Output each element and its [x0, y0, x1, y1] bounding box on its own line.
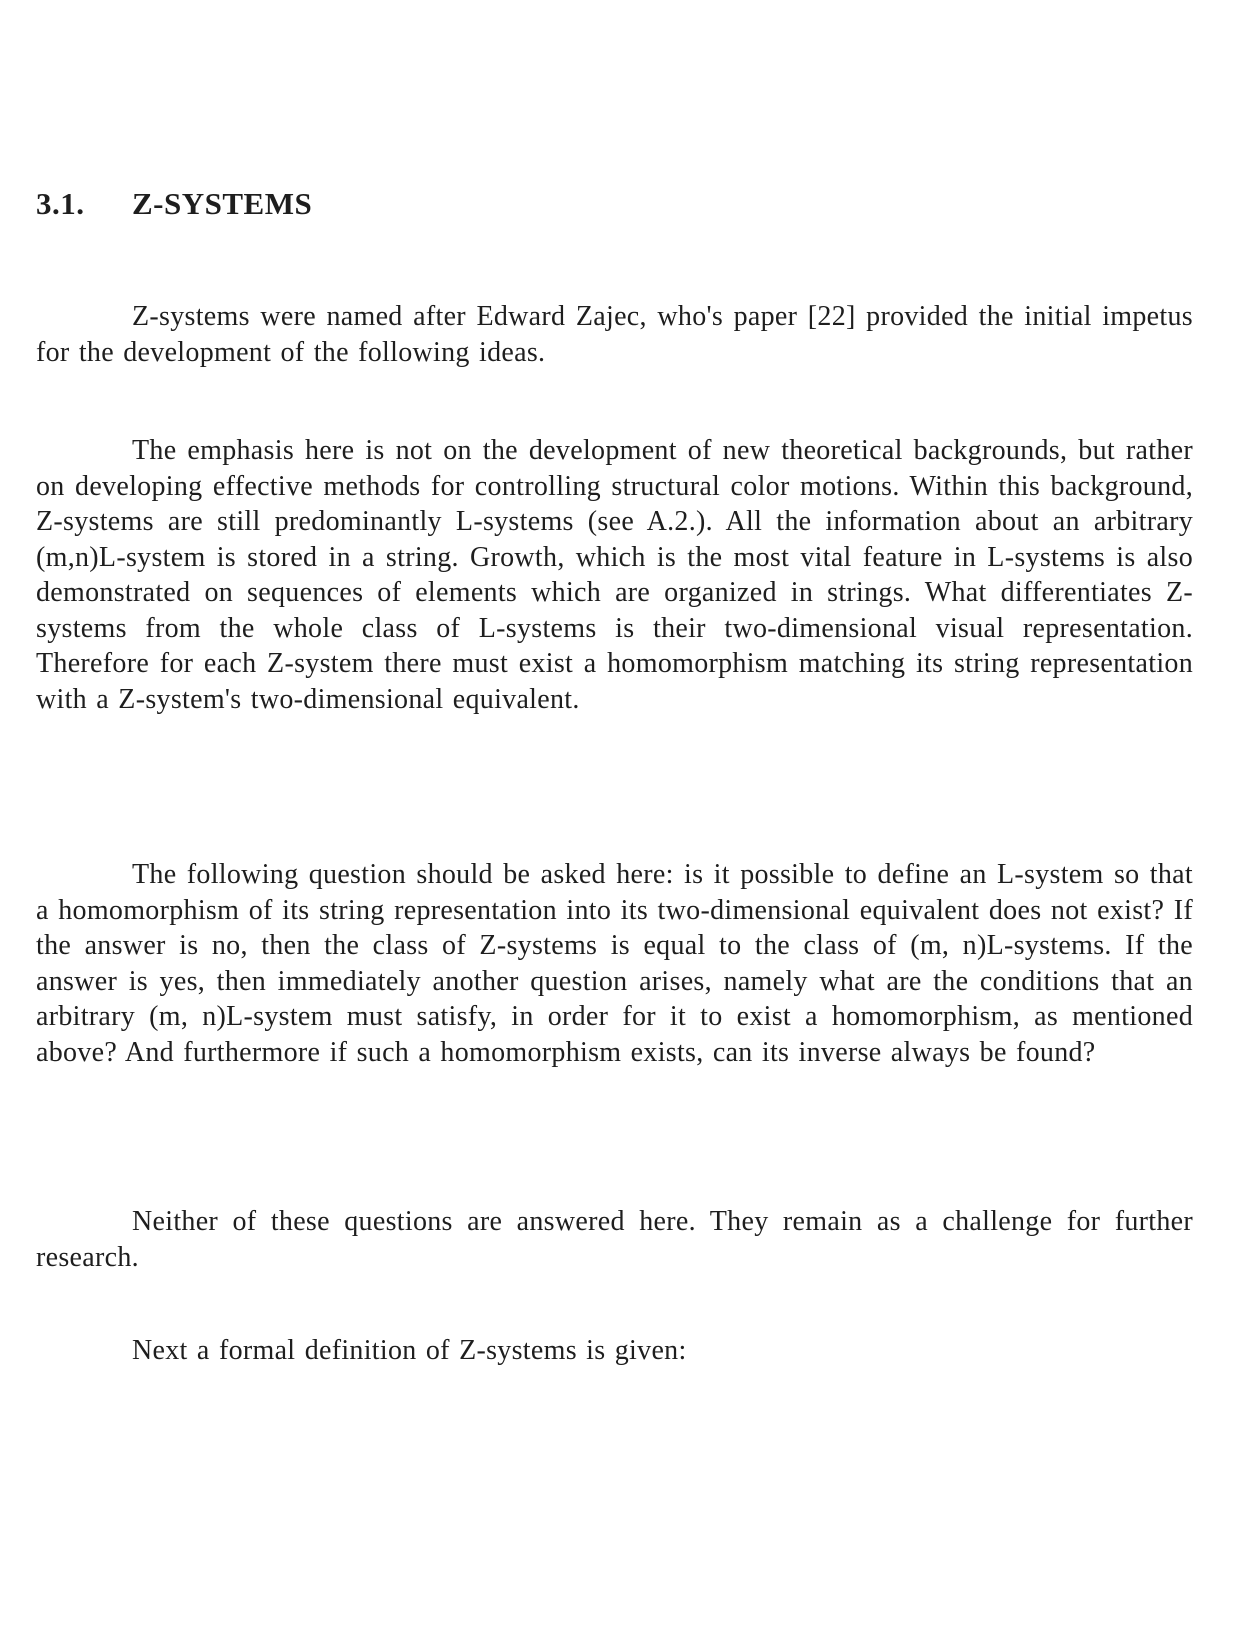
paragraph-emphasis: The emphasis here is not on the development of new theoretical backgrounds, but rather on developing effective methods for controlling structural color motions. Within this background, Z-systems are still predominantly L-systems (see A.2.). All the information about an arbitrary (m,n)L-system is stored in a string. Growth, which is the most vital feature in L-systems is also demonstrated on sequences of elements which are organized in strings. What differentiates Z-systems from the whole class of L-systems is their two-dimensional visual representation. Therefore for each Z-system there must exist a homomorphism matching its string representation with a Z-system's two-dimensional equivalent. [36, 435, 1193, 715]
paragraph-definition-lead: Next a formal definition of Z-systems is given: [132, 1335, 687, 1366]
section-title: Z-SYSTEMS [132, 186, 313, 221]
paragraph-unanswered: Neither of these questions are answered here. They remain as a challenge for further research. [36, 1206, 1193, 1273]
paragraph-intro: Z-systems were named after Edward Zajec, who's paper [22] provided the initial impetus for the development of the following ideas. [36, 301, 1193, 368]
paragraph-question: The following question should be asked here: is it possible to define an L-system so that a homomorphism of its string representation into its two-dimensional equivalent does not exist? If the answer is no, then the class of Z-systems is equal to the class of (m, n)L-systems. If the answer is yes, then immediately another question arises, namely what are the conditions that an arbitrary (m, n)L-system must satisfy, in order for it to exist a homomorphism, as mentioned above? And furthermore if such a homomorphism exists, can its inverse always be found? [36, 859, 1193, 1068]
section-number: 3.1. [36, 186, 85, 221]
section-heading [36, 186, 312, 222]
